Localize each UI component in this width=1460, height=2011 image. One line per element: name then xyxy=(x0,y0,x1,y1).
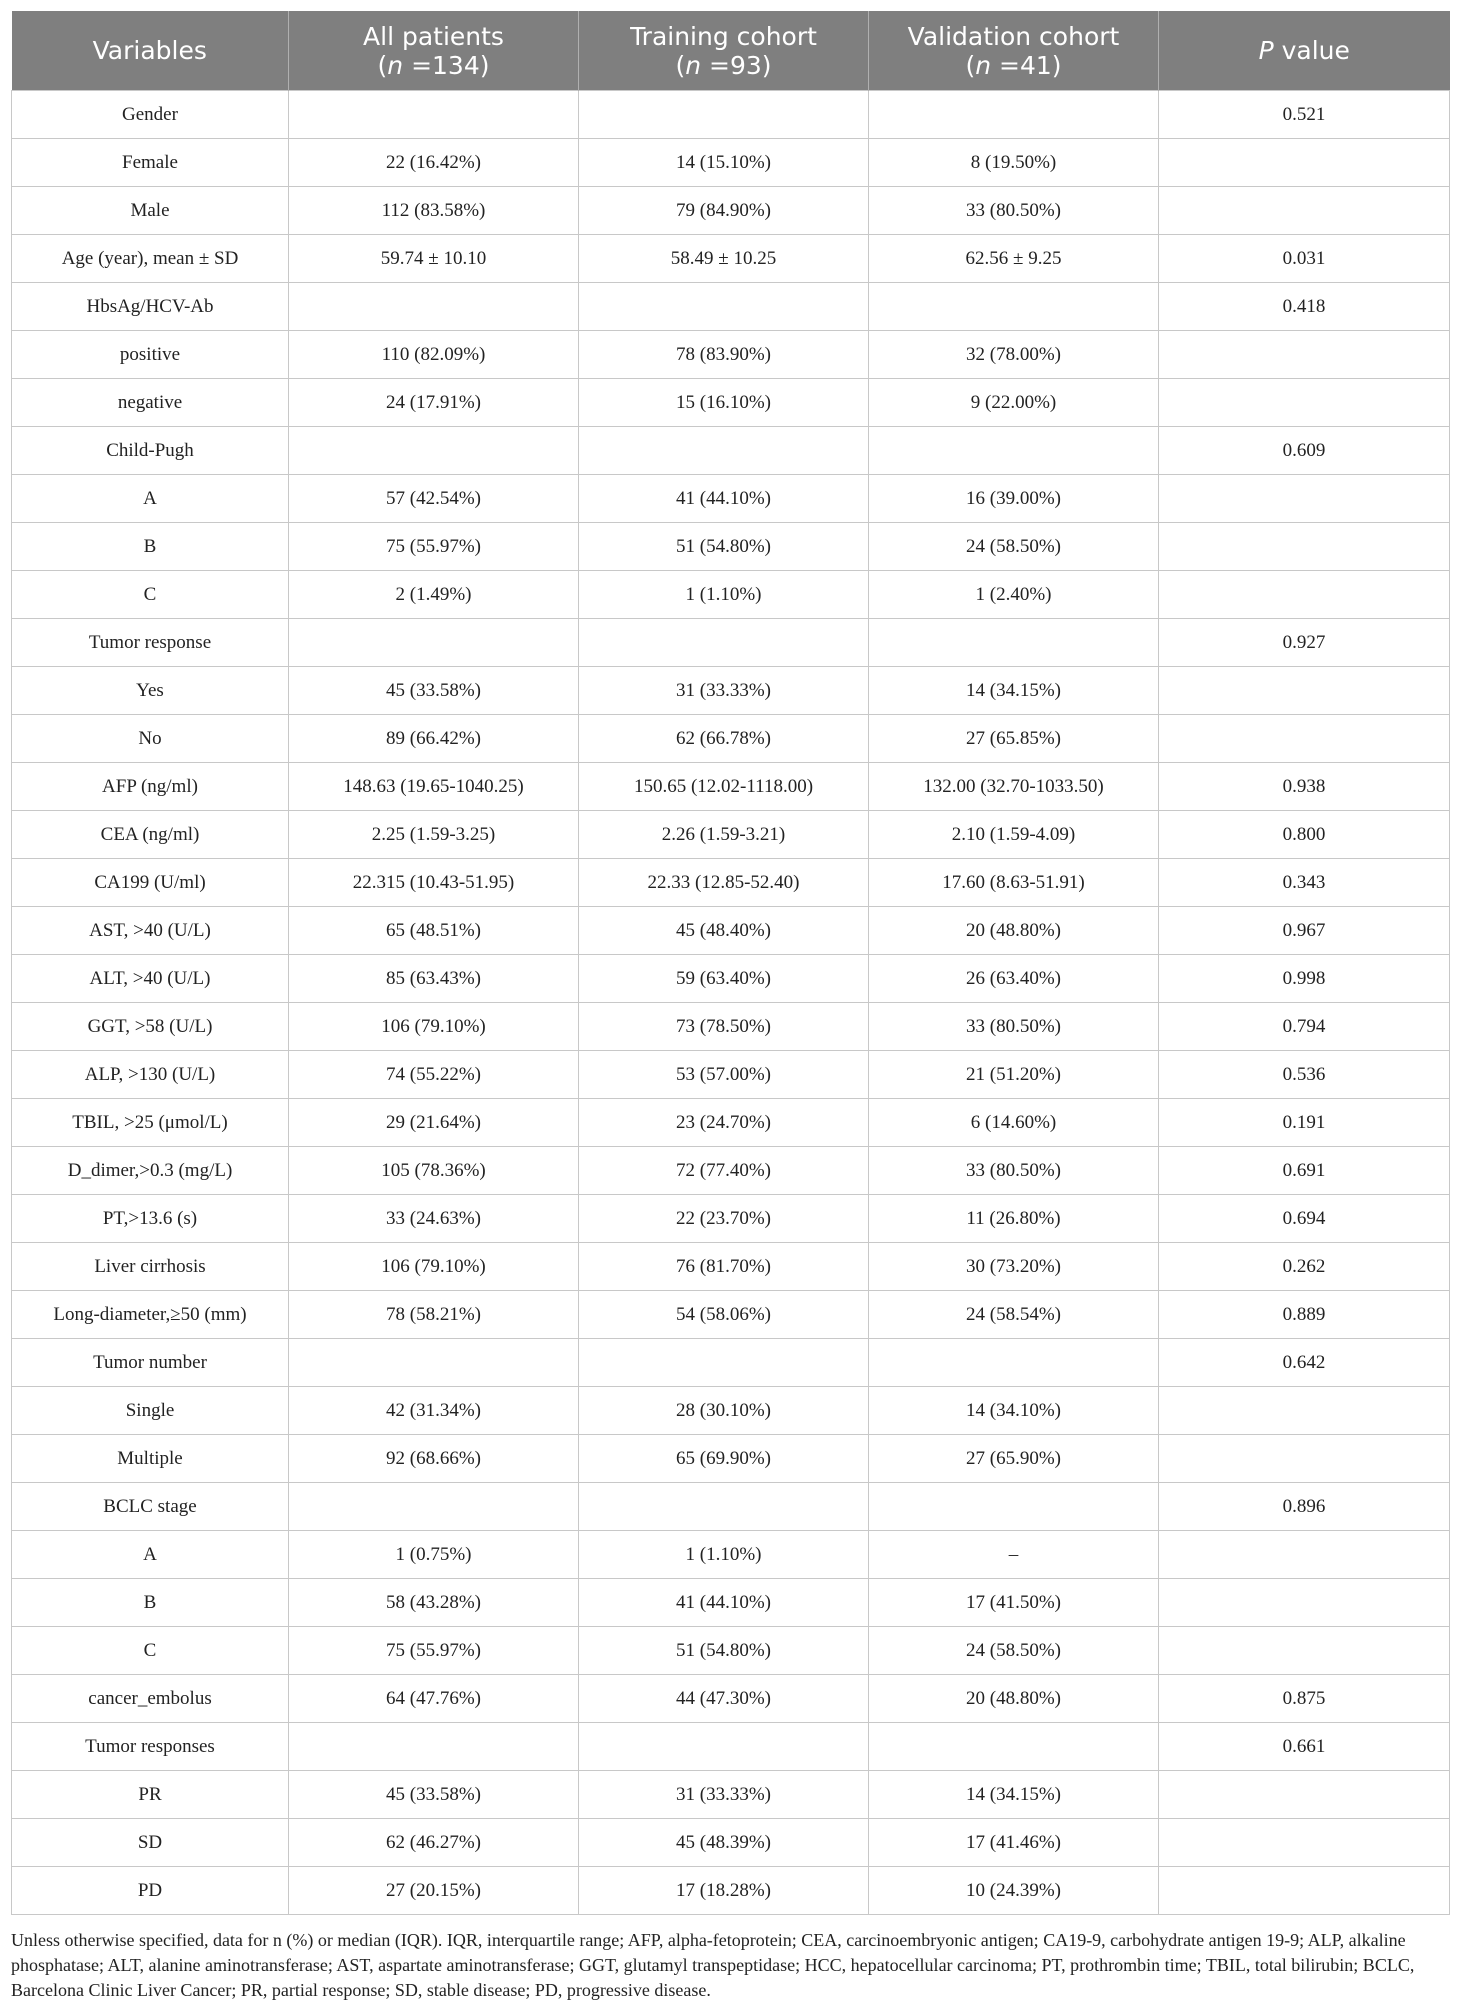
baseline-characteristics-table xyxy=(11,11,1450,1915)
cell-p-value xyxy=(1159,523,1450,571)
row-label: SD xyxy=(12,1819,289,1867)
cell-p-value xyxy=(1159,1435,1450,1483)
cell-all-patients: 22 (16.42%) xyxy=(289,139,579,187)
cell-p-value xyxy=(1159,1627,1450,1675)
cell-validation: 17 (41.50%) xyxy=(869,1579,1159,1627)
row-label: Gender xyxy=(12,91,289,139)
cell-training: 53 (57.00%) xyxy=(579,1051,869,1099)
cell-all-patients: 42 (31.34%) xyxy=(289,1387,579,1435)
cell-all-patients: 22.315 (10.43-51.95) xyxy=(289,859,579,907)
row-label: Tumor number xyxy=(12,1339,289,1387)
cell-validation: 9 (22.00%) xyxy=(869,379,1159,427)
cell-all-patients: 65 (48.51%) xyxy=(289,907,579,955)
table-row xyxy=(12,1867,1450,1915)
table-row xyxy=(12,1291,1450,1339)
cell-training: 79 (84.90%) xyxy=(579,187,869,235)
row-label: B xyxy=(12,523,289,571)
cell-training: 45 (48.39%) xyxy=(579,1819,869,1867)
row-label: Long-diameter,≥50 (mm) xyxy=(12,1291,289,1339)
cell-p-value: 0.536 xyxy=(1159,1051,1450,1099)
cell-training: 72 (77.40%) xyxy=(579,1147,869,1195)
cell-all-patients: 89 (66.42%) xyxy=(289,715,579,763)
cell-validation: 14 (34.10%) xyxy=(869,1387,1159,1435)
row-label: cancer_embolus xyxy=(12,1675,289,1723)
table-body xyxy=(12,91,1450,1915)
cell-validation xyxy=(869,1483,1159,1531)
cell-p-value: 0.661 xyxy=(1159,1723,1450,1771)
cell-p-value: 0.609 xyxy=(1159,427,1450,475)
cell-validation xyxy=(869,91,1159,139)
cell-training: 22 (23.70%) xyxy=(579,1195,869,1243)
cell-validation: 33 (80.50%) xyxy=(869,1147,1159,1195)
cell-all-patients: 85 (63.43%) xyxy=(289,955,579,1003)
cell-all-patients xyxy=(289,283,579,331)
table-row xyxy=(12,91,1450,139)
cell-all-patients: 105 (78.36%) xyxy=(289,1147,579,1195)
cell-all-patients: 59.74 ± 10.10 xyxy=(289,235,579,283)
cell-training: 1 (1.10%) xyxy=(579,1531,869,1579)
cell-all-patients: 29 (21.64%) xyxy=(289,1099,579,1147)
table-row xyxy=(12,859,1450,907)
table-row xyxy=(12,1099,1450,1147)
cell-p-value: 0.031 xyxy=(1159,235,1450,283)
cell-training: 44 (47.30%) xyxy=(579,1675,869,1723)
cell-training: 14 (15.10%) xyxy=(579,139,869,187)
cell-validation xyxy=(869,283,1159,331)
row-label: C xyxy=(12,1627,289,1675)
cell-all-patients: 75 (55.97%) xyxy=(289,1627,579,1675)
cell-training: 78 (83.90%) xyxy=(579,331,869,379)
cell-validation: 6 (14.60%) xyxy=(869,1099,1159,1147)
cell-all-patients: 110 (82.09%) xyxy=(289,331,579,379)
cell-training: 54 (58.06%) xyxy=(579,1291,869,1339)
cell-validation xyxy=(869,427,1159,475)
cell-p-value xyxy=(1159,139,1450,187)
table-footnote: Unless otherwise specified, data for n (%) or median (IQR). IQR, interquartile range; AFP, alpha-fetoprotein; CEA, carcinoembryonic antigen; CA19-9, carbohydrate antigen 19-9; ALP, alkaline phosphatase; ALT, alanine aminotransferase; AST, aspartate aminotransferase; GGT, glutamyl transpeptidase; HCC, hepatocellular carcinoma; PT, prothrombin time; TBIL, total bilirubin; BCLC, Barcelona Clinic Liver Cancer; PR, partial response; SD, stable disease; PD, progressive disease. xyxy=(11,1930,1415,2000)
table-row xyxy=(12,139,1450,187)
table-row xyxy=(12,1819,1450,1867)
cell-training xyxy=(579,619,869,667)
row-label: ALT, >40 (U/L) xyxy=(12,955,289,1003)
cell-all-patients: 78 (58.21%) xyxy=(289,1291,579,1339)
cell-all-patients: 2 (1.49%) xyxy=(289,571,579,619)
cell-p-value: 0.794 xyxy=(1159,1003,1450,1051)
table-row xyxy=(12,1243,1450,1291)
cell-all-patients: 106 (79.10%) xyxy=(289,1243,579,1291)
row-label: AST, >40 (U/L) xyxy=(12,907,289,955)
cell-training: 45 (48.40%) xyxy=(579,907,869,955)
cell-p-value: 0.889 xyxy=(1159,1291,1450,1339)
cell-p-value xyxy=(1159,379,1450,427)
cell-p-value: 0.694 xyxy=(1159,1195,1450,1243)
row-label: Multiple xyxy=(12,1435,289,1483)
cell-all-patients: 45 (33.58%) xyxy=(289,667,579,715)
row-label: negative xyxy=(12,379,289,427)
table-row xyxy=(12,475,1450,523)
cell-p-value: 0.998 xyxy=(1159,955,1450,1003)
cell-training: 2.26 (1.59-3.21) xyxy=(579,811,869,859)
row-label: CEA (ng/ml) xyxy=(12,811,289,859)
header-variables: Variables xyxy=(12,11,289,91)
row-label: positive xyxy=(12,331,289,379)
row-label: GGT, >58 (U/L) xyxy=(12,1003,289,1051)
row-label: No xyxy=(12,715,289,763)
table-row xyxy=(12,1579,1450,1627)
cell-validation: 24 (58.50%) xyxy=(869,523,1159,571)
cell-p-value: 0.691 xyxy=(1159,1147,1450,1195)
cell-validation: 14 (34.15%) xyxy=(869,667,1159,715)
row-label: ALP, >130 (U/L) xyxy=(12,1051,289,1099)
table-row xyxy=(12,1435,1450,1483)
cell-validation: 16 (39.00%) xyxy=(869,475,1159,523)
cell-validation xyxy=(869,1723,1159,1771)
cell-p-value xyxy=(1159,475,1450,523)
cell-all-patients: 92 (68.66%) xyxy=(289,1435,579,1483)
cell-all-patients: 74 (55.22%) xyxy=(289,1051,579,1099)
row-label: PT,>13.6 (s) xyxy=(12,1195,289,1243)
cell-validation: 132.00 (32.70-1033.50) xyxy=(869,763,1159,811)
table-row xyxy=(12,1675,1450,1723)
row-label: PR xyxy=(12,1771,289,1819)
cell-training: 1 (1.10%) xyxy=(579,571,869,619)
table-row xyxy=(12,523,1450,571)
row-label: Liver cirrhosis xyxy=(12,1243,289,1291)
cell-validation: 27 (65.85%) xyxy=(869,715,1159,763)
cell-training: 23 (24.70%) xyxy=(579,1099,869,1147)
table-row xyxy=(12,1339,1450,1387)
table-row xyxy=(12,619,1450,667)
row-label: C xyxy=(12,571,289,619)
cell-training xyxy=(579,91,869,139)
cell-p-value: 0.521 xyxy=(1159,91,1450,139)
cell-all-patients: 1 (0.75%) xyxy=(289,1531,579,1579)
cell-training xyxy=(579,1723,869,1771)
cell-p-value xyxy=(1159,1387,1450,1435)
cell-all-patients: 62 (46.27%) xyxy=(289,1819,579,1867)
row-label: TBIL, >25 (μmol/L) xyxy=(12,1099,289,1147)
cell-training: 59 (63.40%) xyxy=(579,955,869,1003)
table-row xyxy=(12,1531,1450,1579)
cell-validation: 20 (48.80%) xyxy=(869,907,1159,955)
cell-p-value: 0.967 xyxy=(1159,907,1450,955)
cell-validation: 32 (78.00%) xyxy=(869,331,1159,379)
cell-all-patients: 45 (33.58%) xyxy=(289,1771,579,1819)
cell-all-patients: 57 (42.54%) xyxy=(289,475,579,523)
cell-training xyxy=(579,283,869,331)
cell-training: 41 (44.10%) xyxy=(579,1579,869,1627)
cell-p-value: 0.927 xyxy=(1159,619,1450,667)
cell-training: 15 (16.10%) xyxy=(579,379,869,427)
cell-p-value xyxy=(1159,571,1450,619)
row-label: Female xyxy=(12,139,289,187)
cell-all-patients: 148.63 (19.65-1040.25) xyxy=(289,763,579,811)
table-row xyxy=(12,1051,1450,1099)
table-row xyxy=(12,331,1450,379)
cell-validation: 10 (24.39%) xyxy=(869,1867,1159,1915)
cell-validation: 11 (26.80%) xyxy=(869,1195,1159,1243)
header-p-value: P value xyxy=(1159,11,1450,91)
cell-all-patients: 75 (55.97%) xyxy=(289,523,579,571)
cell-all-patients: 112 (83.58%) xyxy=(289,187,579,235)
cell-validation: 33 (80.50%) xyxy=(869,1003,1159,1051)
row-label: B xyxy=(12,1579,289,1627)
table-row xyxy=(12,379,1450,427)
header-training-cohort: Training cohort (n =93) xyxy=(579,11,869,91)
table-row xyxy=(12,187,1450,235)
cell-p-value xyxy=(1159,187,1450,235)
row-label: D_dimer,>0.3 (mg/L) xyxy=(12,1147,289,1195)
table-row xyxy=(12,811,1450,859)
cell-p-value: 0.875 xyxy=(1159,1675,1450,1723)
cell-validation: 30 (73.20%) xyxy=(869,1243,1159,1291)
table-row xyxy=(12,1771,1450,1819)
cell-p-value: 0.418 xyxy=(1159,283,1450,331)
cell-validation: 27 (65.90%) xyxy=(869,1435,1159,1483)
table-row xyxy=(12,571,1450,619)
cell-validation xyxy=(869,619,1159,667)
table-container xyxy=(11,11,1449,1915)
row-label: Tumor response xyxy=(12,619,289,667)
cell-training: 17 (18.28%) xyxy=(579,1867,869,1915)
cell-p-value: 0.343 xyxy=(1159,859,1450,907)
cell-p-value xyxy=(1159,715,1450,763)
cell-p-value xyxy=(1159,667,1450,715)
cell-p-value xyxy=(1159,1867,1450,1915)
table-header-row xyxy=(12,11,1450,91)
row-label: Child-Pugh xyxy=(12,427,289,475)
row-label: Male xyxy=(12,187,289,235)
cell-p-value: 0.191 xyxy=(1159,1099,1450,1147)
cell-training: 51 (54.80%) xyxy=(579,523,869,571)
cell-training: 62 (66.78%) xyxy=(579,715,869,763)
cell-training: 150.65 (12.02-1118.00) xyxy=(579,763,869,811)
row-label: CA199 (U/ml) xyxy=(12,859,289,907)
cell-all-patients xyxy=(289,619,579,667)
cell-p-value xyxy=(1159,1579,1450,1627)
row-label: A xyxy=(12,475,289,523)
header-all-patients: All patients (n =134) xyxy=(289,11,579,91)
cell-p-value: 0.642 xyxy=(1159,1339,1450,1387)
table-row xyxy=(12,955,1450,1003)
cell-p-value xyxy=(1159,331,1450,379)
row-label: Yes xyxy=(12,667,289,715)
cell-training: 51 (54.80%) xyxy=(579,1627,869,1675)
table-row xyxy=(12,1483,1450,1531)
cell-training: 28 (30.10%) xyxy=(579,1387,869,1435)
cell-validation: 8 (19.50%) xyxy=(869,139,1159,187)
cell-all-patients: 2.25 (1.59-3.25) xyxy=(289,811,579,859)
table-row xyxy=(12,1723,1450,1771)
cell-training: 76 (81.70%) xyxy=(579,1243,869,1291)
cell-all-patients: 24 (17.91%) xyxy=(289,379,579,427)
table-row xyxy=(12,715,1450,763)
cell-validation: 62.56 ± 9.25 xyxy=(869,235,1159,283)
table-row xyxy=(12,1627,1450,1675)
cell-validation: 24 (58.54%) xyxy=(869,1291,1159,1339)
table-row xyxy=(12,427,1450,475)
cell-p-value: 0.896 xyxy=(1159,1483,1450,1531)
row-label: A xyxy=(12,1531,289,1579)
row-label: AFP (ng/ml) xyxy=(12,763,289,811)
cell-all-patients: 64 (47.76%) xyxy=(289,1675,579,1723)
cell-all-patients: 33 (24.63%) xyxy=(289,1195,579,1243)
cell-validation: 26 (63.40%) xyxy=(869,955,1159,1003)
cell-all-patients xyxy=(289,91,579,139)
header-validation-cohort: Validation cohort (n =41) xyxy=(869,11,1159,91)
table-row xyxy=(12,283,1450,331)
cell-validation: 21 (51.20%) xyxy=(869,1051,1159,1099)
cell-p-value xyxy=(1159,1531,1450,1579)
table-row xyxy=(12,1147,1450,1195)
cell-all-patients: 58 (43.28%) xyxy=(289,1579,579,1627)
cell-all-patients xyxy=(289,427,579,475)
cell-training: 22.33 (12.85-52.40) xyxy=(579,859,869,907)
cell-p-value: 0.938 xyxy=(1159,763,1450,811)
cell-all-patients xyxy=(289,1483,579,1531)
cell-validation: 17.60 (8.63-51.91) xyxy=(869,859,1159,907)
cell-p-value xyxy=(1159,1819,1450,1867)
cell-training: 65 (69.90%) xyxy=(579,1435,869,1483)
table-row xyxy=(12,667,1450,715)
cell-training: 58.49 ± 10.25 xyxy=(579,235,869,283)
cell-p-value xyxy=(1159,1771,1450,1819)
row-label: HbsAg/HCV-Ab xyxy=(12,283,289,331)
cell-training: 31 (33.33%) xyxy=(579,667,869,715)
row-label: PD xyxy=(12,1867,289,1915)
cell-validation: 24 (58.50%) xyxy=(869,1627,1159,1675)
cell-validation: 33 (80.50%) xyxy=(869,187,1159,235)
cell-validation: 1 (2.40%) xyxy=(869,571,1159,619)
table-row xyxy=(12,1003,1450,1051)
row-label: Single xyxy=(12,1387,289,1435)
cell-validation: 2.10 (1.59-4.09) xyxy=(869,811,1159,859)
cell-training xyxy=(579,1339,869,1387)
cell-validation: – xyxy=(869,1531,1159,1579)
row-label: Age (year), mean ± SD xyxy=(12,235,289,283)
cell-training: 31 (33.33%) xyxy=(579,1771,869,1819)
cell-validation: 17 (41.46%) xyxy=(869,1819,1159,1867)
cell-p-value: 0.262 xyxy=(1159,1243,1450,1291)
cell-training xyxy=(579,427,869,475)
cell-all-patients xyxy=(289,1723,579,1771)
cell-validation xyxy=(869,1339,1159,1387)
table-row xyxy=(12,1195,1450,1243)
cell-validation: 14 (34.15%) xyxy=(869,1771,1159,1819)
cell-validation: 20 (48.80%) xyxy=(869,1675,1159,1723)
table-row xyxy=(12,907,1450,955)
cell-p-value: 0.800 xyxy=(1159,811,1450,859)
cell-training: 73 (78.50%) xyxy=(579,1003,869,1051)
row-label: BCLC stage xyxy=(12,1483,289,1531)
table-row xyxy=(12,235,1450,283)
cell-training: 41 (44.10%) xyxy=(579,475,869,523)
cell-training xyxy=(579,1483,869,1531)
table-row xyxy=(12,1387,1450,1435)
cell-all-patients: 106 (79.10%) xyxy=(289,1003,579,1051)
table-row xyxy=(12,763,1450,811)
cell-all-patients: 27 (20.15%) xyxy=(289,1867,579,1915)
cell-all-patients xyxy=(289,1339,579,1387)
row-label: Tumor responses xyxy=(12,1723,289,1771)
